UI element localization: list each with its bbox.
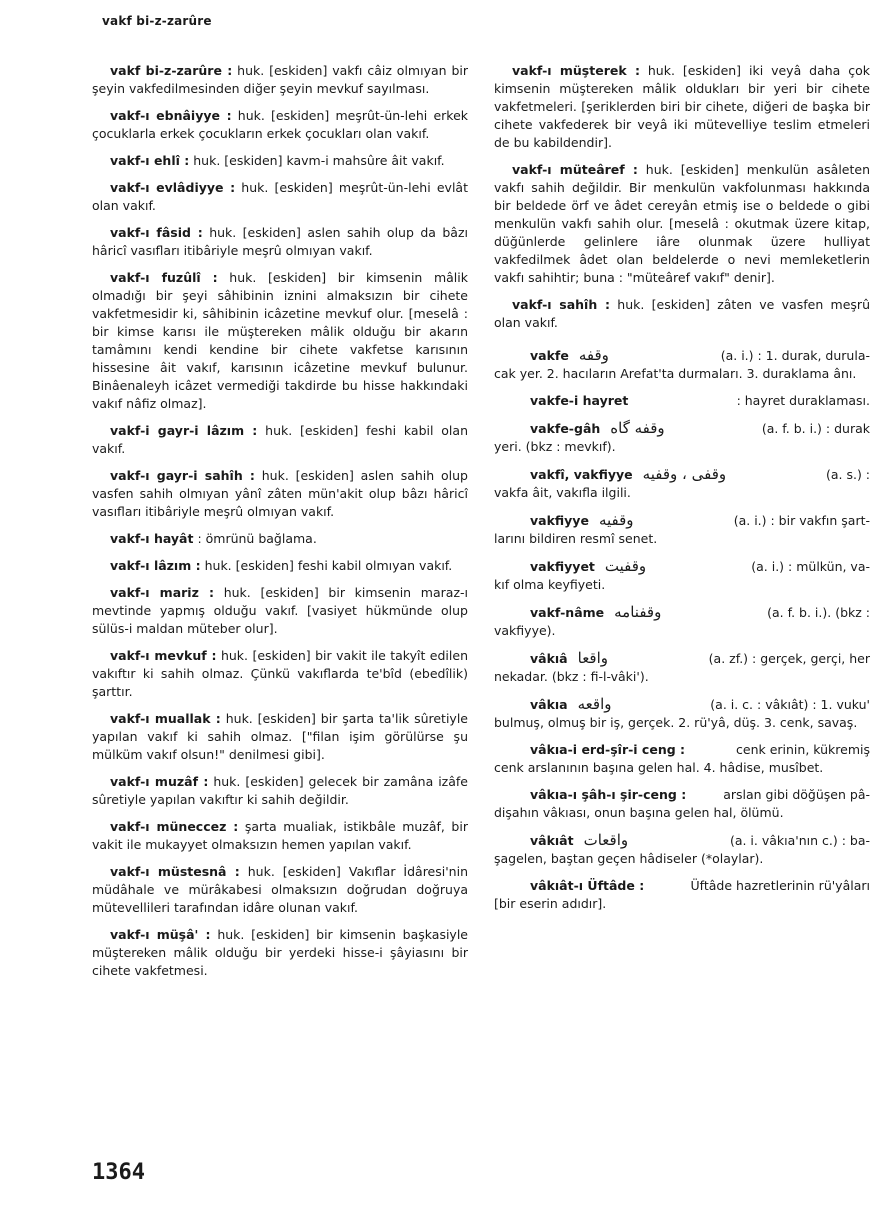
dictionary-entry xyxy=(494,603,870,640)
entry-arabic-script: وقفی ، وقفیه xyxy=(642,465,727,483)
dictionary-entry xyxy=(92,179,468,215)
entry-headword: vâkıa-ı şâh-ı şir-ceng : xyxy=(530,787,687,802)
right-column xyxy=(494,62,870,922)
entry-headword: vakf-ı müşterek : xyxy=(512,63,640,78)
entry-grammar: (a. i.) : mülkün, va- xyxy=(751,559,870,574)
entry-definition: larını bildiren resmî senet. xyxy=(494,531,658,546)
entry-definition: huk. [eskiden] meşrût-ün-lehi evlât olan vakıf. xyxy=(92,180,468,213)
left-column xyxy=(92,62,468,989)
entry-definition: huk. [eskiden] kavm-i mahsûre âit vakıf. xyxy=(193,153,445,168)
dictionary-entry xyxy=(494,741,870,777)
entry-headword: vakf-ı muallak : xyxy=(110,711,221,726)
dictionary-entry xyxy=(494,649,870,686)
entry-definition: [bir eserin adıdır]. xyxy=(494,896,607,911)
entry-grammar: (a. i.) : bir vakfın şart- xyxy=(733,513,870,528)
dictionary-entry xyxy=(92,62,468,98)
entry-grammar: (a. i.) : 1. durak, durula- xyxy=(720,348,870,363)
entry-headword: vakf-nâme xyxy=(530,605,605,620)
entry-grammar: (a. s.) : xyxy=(825,467,870,482)
entry-definition: huk. [eskiden] feshi kabil olmıyan vakıf. xyxy=(204,558,453,573)
entry-headword: vakf-ı ebnâiyye : xyxy=(110,108,232,123)
entry-headword: vakf-ı lâzım : xyxy=(110,558,201,573)
dictionary-entry xyxy=(92,773,468,809)
entry-headword: vakfiyyet xyxy=(530,559,595,574)
entry-definition: şarta mualiak, istikbâle muzâf, bir vakit ile mukayyet olmaksızın hemen yapılan vakıf. xyxy=(92,819,468,852)
entry-definition: cenk arslanının başına gelen hal. 4. hâdise, musîbet. xyxy=(494,760,824,775)
entry-definition: huk. [eskiden] meşrût-ün-lehi erkek çocuklarla erkek çocukların erkek çocukları olan vakıf. xyxy=(92,108,469,141)
entry-arabic-script: وقفنامه xyxy=(614,603,662,621)
entry-definition: huk. [eskiden] bir vakit ile takyît edilen vakıftır ki sahih olmaz. Çünkü vakıflarda te'bîd (ebedîlik) şarttır. xyxy=(92,648,468,699)
entry-grammar: (a. f. b. i.) : durak xyxy=(761,421,870,436)
entry-arabic-script: واقعات xyxy=(583,831,629,849)
entry-definition: huk. [eskiden] bir kimsenin mâlik olmadığı bir şeyi sâhibinin iznini almaksızın bir cihete vakfetmesidir ki, sâhibinin icâzetine mevkuf olur. [meselâ : bir kimse karısı ile müştereken mâlik olduğu bir akarın tamâmını kendi kendine bir cihete vakfetse karısının hissesine âit vakıf, karısının icâzetine mevkuf bulunur. Binâenaleyh icâzet vermediği takdirde bu hisse hakkındaki vakıf nâfiz olmaz]. xyxy=(92,270,468,411)
dictionary-entry xyxy=(92,422,468,458)
entry-definition: huk. [eskiden] menkulün asâleten vakfı sahih değildir. Bir menkulün vakfolunması hakkında bir beldede örf ve âdet cereyân etmiş ise o beldede o gibi menkulün vakfı sahih olur. [meselâ : okutmak üzere kitap, düğünlerde gelinlere iâre olunmak üzere hulliyat vakfedilmek âdet olan beldelerde o nevi memleketlerin vakfı sahihtir; buna : "müteâref vakıf" denir]. xyxy=(494,162,870,285)
entry-headword: vakfî, vakfiyye xyxy=(530,467,633,482)
entry-grammar: arslan gibi döğüşen pâ- xyxy=(723,787,870,802)
entry-definition: huk. [eskiden] bir şarta ta'lik sûretiyle yapılan vakıf ki sahih olmaz. ["filan işim görülürse şu mülküm vakıf olsun!" denilmesi gibi]. xyxy=(92,711,468,762)
entry-headword: vakf-ı müstesnâ : xyxy=(110,864,240,879)
dictionary-entry xyxy=(92,710,468,764)
entry-headword: vakfiyye xyxy=(530,513,589,528)
entry-definition: vakfiyye). xyxy=(494,623,556,638)
dictionary-entry xyxy=(92,530,468,548)
dictionary-entry xyxy=(494,62,870,152)
entry-headword: vâkıâ xyxy=(530,651,568,666)
dictionary-entry xyxy=(494,346,870,383)
entry-headword: vakfe-gâh xyxy=(530,421,601,436)
entry-grammar: (a. i. c. : vâkıât) : 1. vuku' xyxy=(710,697,870,712)
entry-arabic-script: واقعه xyxy=(577,695,612,713)
dictionary-entry xyxy=(92,584,468,638)
entry-headword: vakf-ı fâsid : xyxy=(110,225,203,240)
entry-definition: huk. [eskiden] Vakıflar İdâresi'nin müdâhale ve mürâkabesi olmaksızın doğrudan doğruya mütevellileri tarafından idâre olunan vakıf. xyxy=(92,864,468,915)
dictionary-entry xyxy=(494,392,870,410)
entry-headword: vakf-ı fuzûlî : xyxy=(110,270,218,285)
entry-headword: vakf-ı ehlî : xyxy=(110,153,190,168)
entry-grammar: (a. zf.) : gerçek, gerçi, her xyxy=(708,651,870,666)
entry-arabic-script: وقفه xyxy=(578,346,609,364)
dictionary-entry xyxy=(494,877,870,913)
entry-arabic-script: واقعا xyxy=(577,649,609,667)
entry-headword: vakfe-i hayret xyxy=(530,393,629,408)
dictionary-entry xyxy=(92,224,468,260)
entry-headword: vakf-ı müneccez : xyxy=(110,819,239,834)
entry-headword: vâkıât-ı Üftâde : xyxy=(530,878,645,893)
entry-headword: vakf-ı muzâf : xyxy=(110,774,209,789)
dictionary-entry xyxy=(494,557,870,594)
entry-definition: yeri. (bkz : mevkıf). xyxy=(494,439,616,454)
entry-definition: huk. [eskiden] feshi kabil olan vakıf. xyxy=(92,423,468,456)
entry-headword: vakf-ı mariz : xyxy=(110,585,214,600)
dictionary-entry xyxy=(494,695,870,732)
entry-headword: vakf-ı gayr-i sahîh : xyxy=(110,468,255,483)
page-number: 1364 xyxy=(92,1160,145,1185)
dictionary-entry xyxy=(494,465,870,502)
dictionary-entry xyxy=(494,419,870,456)
dictionary-entry xyxy=(92,647,468,701)
entry-headword: vakf-ı müşâ' : xyxy=(110,927,211,942)
entry-arabic-script: وقفیه xyxy=(598,511,634,529)
dictionary-entry xyxy=(92,557,468,575)
dictionary-entry xyxy=(92,152,468,170)
entry-grammar: (a. f. b. i.). (bkz : xyxy=(767,605,870,620)
entry-grammar: (a. i. vâkıa'nın c.) : ba- xyxy=(729,833,870,848)
entry-grammar: cenk erinin, kükremiş xyxy=(736,742,870,757)
dictionary-entry xyxy=(92,269,468,413)
dictionary-entry xyxy=(92,926,468,980)
dictionary-entry xyxy=(92,107,468,143)
entry-definition: huk. [eskiden] bir kimsenin başkasiyle müştereken mâlik olduğu bir yerdeki hisse-i şâyiasını bir cihete vakfetmesi. xyxy=(92,927,468,978)
entry-definition: huk. [eskiden] aslen sahih olup vasfen sahih olmıyan yânî zâten mün'akit olup bâzı hâricî vasıfları itibâriyle meşrû olmıyan vakıf. xyxy=(92,468,468,519)
entry-headword: vakf-ı sahîh : xyxy=(512,297,610,312)
entry-definition: kıf olma keyfiyeti. xyxy=(494,577,606,592)
entry-headword: vakf-ı müteâref : xyxy=(512,162,638,177)
entry-definition: şagelen, baştan geçen hâdiseler (*olaylar). xyxy=(494,851,764,866)
dictionary-entry xyxy=(92,818,468,854)
entry-definition: dişahın vâkıası, onun başına gelen hal, ölümü. xyxy=(494,805,784,820)
entry-definition: nekadar. (bkz : fi-l-vâki'). xyxy=(494,669,649,684)
entry-arabic-script: وقفیت xyxy=(604,557,647,575)
entry-headword: vakfe xyxy=(530,348,569,363)
running-head: vakf bi-z-zarûre xyxy=(102,14,212,28)
entry-headword: vâkıât xyxy=(530,833,574,848)
dictionary-entry xyxy=(92,467,468,521)
entry-headword: vâkıa-i erd-şîr-i ceng : xyxy=(530,742,686,757)
entry-definition: vakfa âit, vakıfla ilgili. xyxy=(494,485,631,500)
entry-headword: vakf-i gayr-i lâzım : xyxy=(110,423,258,438)
dictionary-entry xyxy=(494,161,870,287)
entry-definition: huk. [eskiden] iki veyâ daha çok kimsenin müştereken mâlik oldukları bir yeri bir cihete vakfetmeleri. [şeriklerden biri bir cihete, diğeri de başka bir cihete vakfederek bir veyâ iki mütevelliye teslim etmeleri de bu kabildendir]. xyxy=(494,63,870,150)
entry-headword: vakf-ı hayât xyxy=(110,531,194,546)
entry-headword: vâkıa xyxy=(530,697,568,712)
entry-definition: huk. [eskiden] bir kimsenin maraz-ı mevtinde yapmış olduğu vakıf. [vasiyet hükmünde olup sülüs-i maldan müteber olur]. xyxy=(92,585,468,636)
entry-definition: cak yer. 2. hacıların Arefat'ta durmaları. 3. duraklama ânı. xyxy=(494,366,857,381)
dictionary-entry xyxy=(494,831,870,868)
dictionary-entry xyxy=(494,786,870,822)
entry-definition: huk. [eskiden] gelecek bir zamâna izâfe sûretiyle yapılan vakıftır ki sahih değildir. xyxy=(92,774,468,807)
entry-headword: vakf bi-z-zarûre : xyxy=(110,63,233,78)
dictionary-entry xyxy=(494,511,870,548)
entry-definition: huk. [eskiden] vakfı câiz olmıyan bir şeyin vakfedilmesinden diğer şeyin mevkuf sayılması. xyxy=(92,63,468,96)
dictionary-entry xyxy=(92,863,468,917)
entry-grammar: Üftâde hazretlerinin rü'yâları xyxy=(690,878,870,893)
dictionary-entry xyxy=(494,296,870,332)
entry-definition: huk. [eskiden] aslen sahih olup da bâzı hâricî vasıfları itibâriyle meşrû olmıyan vakıf. xyxy=(92,225,468,258)
entry-definition: bulmuş, olmuş bir iş, gerçek. 2. rü'yâ, düş. 3. cenk, savaş. xyxy=(494,715,858,730)
entry-definition: huk. [eskiden] zâten ve vasfen meşrû olan vakıf. xyxy=(494,297,870,330)
entry-headword: vakf-ı mevkuf : xyxy=(110,648,217,663)
entry-definition: : ömrünü bağlama. xyxy=(197,531,317,546)
entry-grammar: : hayret duraklaması. xyxy=(736,393,870,408)
entry-headword: vakf-ı evlâdiyye : xyxy=(110,180,236,195)
entry-arabic-script: وقفه گاه xyxy=(610,419,665,437)
